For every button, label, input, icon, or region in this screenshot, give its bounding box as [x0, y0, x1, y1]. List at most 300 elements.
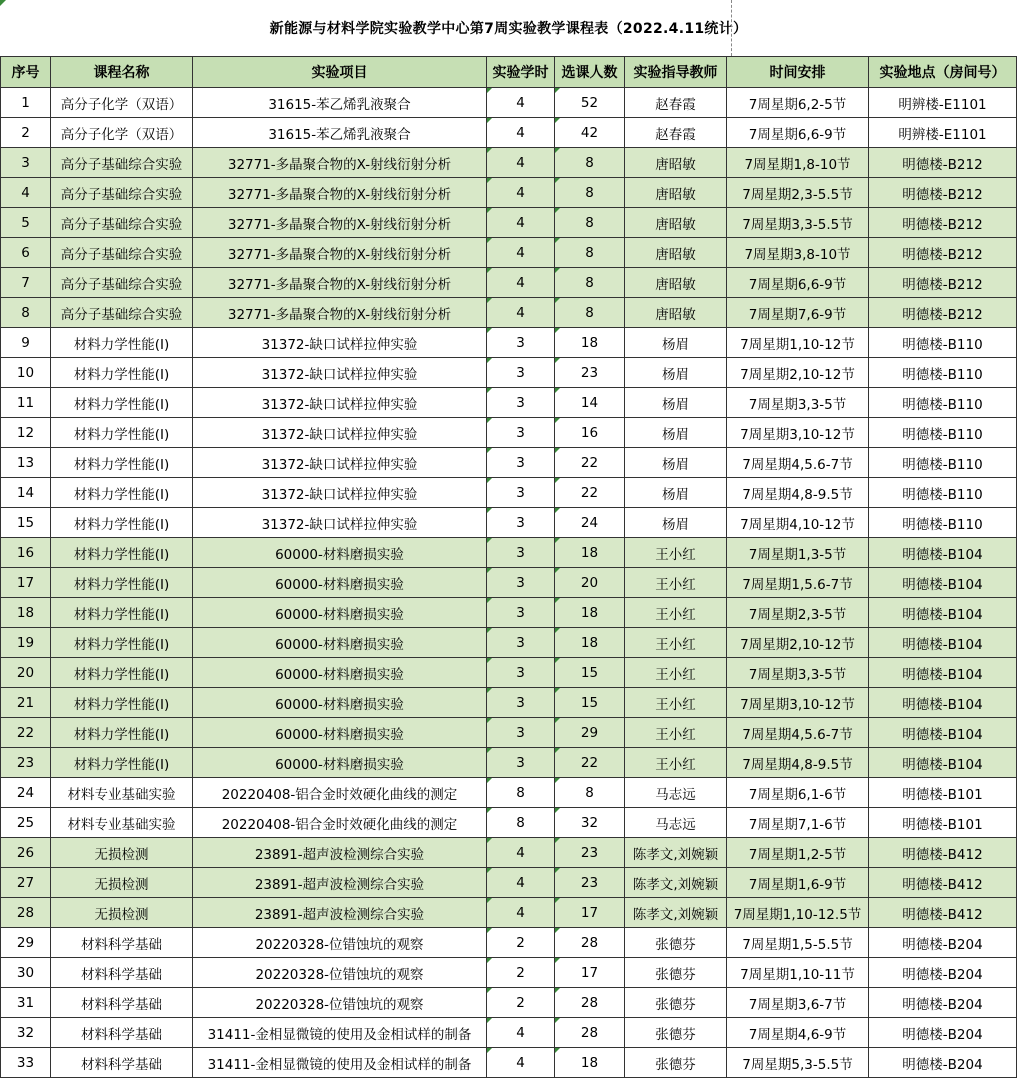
cell-teacher[interactable]: 王小红 — [625, 568, 727, 598]
cell-project[interactable]: 31372-缺口试样拉伸实验 — [193, 418, 487, 448]
cell-course[interactable]: 高分子基础综合实验 — [51, 208, 193, 238]
cell-hours[interactable]: 4 — [487, 868, 555, 898]
cell-no[interactable]: 14 — [1, 478, 51, 508]
cell-hours[interactable]: 3 — [487, 628, 555, 658]
cell-students[interactable]: 18 — [555, 598, 625, 628]
cell-course[interactable]: 高分子基础综合实验 — [51, 178, 193, 208]
cell-time[interactable]: 7周星期2,10-12节 — [727, 358, 869, 388]
cell-hours[interactable]: 3 — [487, 658, 555, 688]
header-row — [1, 57, 1017, 88]
cell-room[interactable]: 明德楼-B412 — [869, 868, 1017, 898]
cell-course[interactable]: 材料力学性能(Ⅰ) — [51, 718, 193, 748]
cell-teacher[interactable]: 杨眉 — [625, 388, 727, 418]
cell-hours[interactable]: 4 — [487, 178, 555, 208]
cell-project[interactable]: 23891-超声波检测综合实验 — [193, 838, 487, 868]
cell-hours[interactable]: 3 — [487, 718, 555, 748]
table-row — [1, 118, 1017, 148]
cell-teacher[interactable]: 张德芬 — [625, 1048, 727, 1078]
cell-students[interactable]: 32 — [555, 808, 625, 838]
cell-no[interactable]: 3 — [1, 148, 51, 178]
cell-time[interactable]: 7周星期4,8-9.5节 — [727, 478, 869, 508]
cell-course[interactable]: 高分子基础综合实验 — [51, 268, 193, 298]
cell-students[interactable]: 8 — [555, 148, 625, 178]
cell-teacher[interactable]: 杨眉 — [625, 418, 727, 448]
cell-room[interactable]: 明德楼-B204 — [869, 988, 1017, 1018]
cell-hours[interactable]: 8 — [487, 808, 555, 838]
cell-students[interactable]: 24 — [555, 508, 625, 538]
cell-time[interactable]: 7周星期6,6-9节 — [727, 268, 869, 298]
cell-room[interactable]: 明德楼-B212 — [869, 148, 1017, 178]
cell-students[interactable]: 18 — [555, 328, 625, 358]
cell-room[interactable]: 明德楼-B110 — [869, 478, 1017, 508]
schedule-table — [0, 56, 1017, 1078]
cell-course[interactable]: 材料科学基础 — [51, 988, 193, 1018]
cell-students[interactable]: 42 — [555, 118, 625, 148]
cell-time[interactable]: 7周星期3,10-12节 — [727, 688, 869, 718]
cell-time[interactable]: 7周星期1,8-10节 — [727, 148, 869, 178]
cell-teacher[interactable]: 陈孝文,刘婉颖 — [625, 868, 727, 898]
cell-project[interactable]: 31615-苯乙烯乳液聚合 — [193, 88, 487, 118]
cell-no[interactable]: 29 — [1, 928, 51, 958]
cell-no[interactable]: 23 — [1, 748, 51, 778]
cell-course[interactable]: 高分子化学（双语） — [51, 88, 193, 118]
cell-room[interactable]: 明德楼-B110 — [869, 448, 1017, 478]
cell-project[interactable]: 60000-材料磨损实验 — [193, 538, 487, 568]
cell-time[interactable]: 7周星期1,10-11节 — [727, 958, 869, 988]
cell-project[interactable]: 32771-多晶聚合物的X-射线衍射分析 — [193, 178, 487, 208]
cell-teacher[interactable]: 唐昭敏 — [625, 298, 727, 328]
table-row — [1, 628, 1017, 658]
page-break-line — [731, 0, 732, 56]
cell-students[interactable]: 8 — [555, 208, 625, 238]
cell-students[interactable]: 18 — [555, 628, 625, 658]
cell-hours[interactable]: 4 — [487, 208, 555, 238]
cell-teacher[interactable]: 唐昭敏 — [625, 238, 727, 268]
cell-hours[interactable]: 3 — [487, 418, 555, 448]
cell-course[interactable]: 高分子基础综合实验 — [51, 238, 193, 268]
cell-teacher[interactable]: 陈孝文,刘婉颖 — [625, 838, 727, 868]
cell-teacher[interactable]: 张德芬 — [625, 1018, 727, 1048]
header-cell-teacher[interactable]: 实验指导教师 — [625, 57, 727, 88]
cell-teacher[interactable]: 王小红 — [625, 538, 727, 568]
cell-course[interactable]: 材料力学性能(Ⅰ) — [51, 688, 193, 718]
cell-time[interactable]: 7周星期2,3-5节 — [727, 598, 869, 628]
cell-course[interactable]: 材料专业基础实验 — [51, 808, 193, 838]
cell-course[interactable]: 材料力学性能(Ⅰ) — [51, 508, 193, 538]
cell-students[interactable]: 28 — [555, 928, 625, 958]
cell-course[interactable]: 材料力学性能(Ⅰ) — [51, 328, 193, 358]
cell-course[interactable]: 材料力学性能(Ⅰ) — [51, 448, 193, 478]
table-row — [1, 718, 1017, 748]
cell-students[interactable]: 8 — [555, 268, 625, 298]
table-row — [1, 988, 1017, 1018]
table-row — [1, 1048, 1017, 1078]
cell-course[interactable]: 高分子基础综合实验 — [51, 298, 193, 328]
cell-project[interactable]: 31372-缺口试样拉伸实验 — [193, 328, 487, 358]
cell-students[interactable]: 29 — [555, 718, 625, 748]
cell-course[interactable]: 材料力学性能(Ⅰ) — [51, 628, 193, 658]
table-row — [1, 1018, 1017, 1048]
cell-time[interactable]: 7周星期1,5-5.5节 — [727, 928, 869, 958]
table-row — [1, 868, 1017, 898]
cell-time[interactable]: 7周星期3,8-10节 — [727, 238, 869, 268]
cell-no[interactable]: 33 — [1, 1048, 51, 1078]
cell-students[interactable]: 23 — [555, 358, 625, 388]
cell-room[interactable]: 明德楼-B212 — [869, 268, 1017, 298]
cell-project[interactable]: 32771-多晶聚合物的X-射线衍射分析 — [193, 208, 487, 238]
cell-hours[interactable]: 4 — [487, 898, 555, 928]
cell-students[interactable]: 18 — [555, 538, 625, 568]
table-row — [1, 688, 1017, 718]
cell-students[interactable]: 18 — [555, 1048, 625, 1078]
cell-room[interactable]: 明德楼-B412 — [869, 838, 1017, 868]
cell-course[interactable]: 材料专业基础实验 — [51, 778, 193, 808]
cell-course[interactable]: 无损检测 — [51, 868, 193, 898]
cell-room[interactable]: 明德楼-B204 — [869, 1048, 1017, 1078]
cell-course[interactable]: 高分子基础综合实验 — [51, 148, 193, 178]
cell-time[interactable]: 7周星期5,3-5.5节 — [727, 1048, 869, 1078]
cell-no[interactable]: 21 — [1, 688, 51, 718]
cell-hours[interactable]: 3 — [487, 328, 555, 358]
cell-no[interactable]: 1 — [1, 88, 51, 118]
cell-time[interactable]: 7周星期1,3-5节 — [727, 538, 869, 568]
cell-project[interactable]: 23891-超声波检测综合实验 — [193, 898, 487, 928]
cell-time[interactable]: 7周星期4,5.6-7节 — [727, 448, 869, 478]
cell-project[interactable]: 20220328-位错蚀坑的观察 — [193, 928, 487, 958]
cell-project[interactable]: 31411-金相显微镜的使用及金相试样的制备 — [193, 1018, 487, 1048]
cell-time[interactable]: 7周星期4,8-9.5节 — [727, 748, 869, 778]
cell-project[interactable]: 23891-超声波检测综合实验 — [193, 868, 487, 898]
cell-hours[interactable]: 3 — [487, 568, 555, 598]
cell-teacher[interactable]: 唐昭敏 — [625, 268, 727, 298]
cell-room[interactable]: 明德楼-B104 — [869, 688, 1017, 718]
cell-project[interactable]: 60000-材料磨损实验 — [193, 718, 487, 748]
cell-project[interactable]: 60000-材料磨损实验 — [193, 688, 487, 718]
cell-course[interactable]: 无损检测 — [51, 838, 193, 868]
cell-project[interactable]: 60000-材料磨损实验 — [193, 658, 487, 688]
cell-no[interactable]: 9 — [1, 328, 51, 358]
cell-hours[interactable]: 2 — [487, 928, 555, 958]
cell-room[interactable]: 明德楼-B204 — [869, 1018, 1017, 1048]
cell-room[interactable]: 明德楼-B110 — [869, 388, 1017, 418]
cell-time[interactable]: 7周星期4,5.6-7节 — [727, 718, 869, 748]
cell-students[interactable]: 17 — [555, 958, 625, 988]
cell-room[interactable]: 明德楼-B110 — [869, 418, 1017, 448]
cell-students[interactable]: 14 — [555, 388, 625, 418]
cell-room[interactable]: 明德楼-B104 — [869, 538, 1017, 568]
cell-room[interactable]: 明德楼-B104 — [869, 718, 1017, 748]
header-cell-hours[interactable]: 实验学时 — [487, 57, 555, 88]
cell-teacher[interactable]: 杨眉 — [625, 478, 727, 508]
cell-time[interactable]: 7周星期4,6-9节 — [727, 1018, 869, 1048]
cell-time[interactable]: 7周星期2,10-12节 — [727, 628, 869, 658]
cell-project[interactable]: 31372-缺口试样拉伸实验 — [193, 388, 487, 418]
cell-teacher[interactable]: 张德芬 — [625, 958, 727, 988]
cell-no[interactable]: 25 — [1, 808, 51, 838]
cell-project[interactable]: 32771-多晶聚合物的X-射线衍射分析 — [193, 148, 487, 178]
cell-course[interactable]: 材料力学性能(Ⅰ) — [51, 388, 193, 418]
cell-project[interactable]: 31372-缺口试样拉伸实验 — [193, 478, 487, 508]
cell-time[interactable]: 7周星期4,10-12节 — [727, 508, 869, 538]
cell-time[interactable]: 7周星期7,6-9节 — [727, 298, 869, 328]
cell-students[interactable]: 23 — [555, 868, 625, 898]
table-row — [1, 538, 1017, 568]
cell-students[interactable]: 8 — [555, 178, 625, 208]
header-cell-project[interactable]: 实验项目 — [193, 57, 487, 88]
cell-students[interactable]: 15 — [555, 658, 625, 688]
cell-no[interactable]: 17 — [1, 568, 51, 598]
cell-no[interactable]: 20 — [1, 658, 51, 688]
cell-hours[interactable]: 3 — [487, 598, 555, 628]
cell-hours[interactable]: 4 — [487, 298, 555, 328]
cell-hours[interactable]: 3 — [487, 688, 555, 718]
cell-course[interactable]: 材料科学基础 — [51, 958, 193, 988]
table-row — [1, 178, 1017, 208]
cell-room[interactable]: 明德楼-B110 — [869, 508, 1017, 538]
cell-time[interactable]: 7周星期1,10-12节 — [727, 328, 869, 358]
cell-course[interactable]: 材料力学性能(Ⅰ) — [51, 538, 193, 568]
cell-students[interactable]: 16 — [555, 418, 625, 448]
cell-course[interactable]: 材料力学性能(Ⅰ) — [51, 658, 193, 688]
cell-teacher[interactable]: 赵春霞 — [625, 88, 727, 118]
table-row — [1, 298, 1017, 328]
cell-project[interactable]: 32771-多晶聚合物的X-射线衍射分析 — [193, 268, 487, 298]
cell-hours[interactable]: 4 — [487, 88, 555, 118]
cell-room[interactable]: 明德楼-B110 — [869, 358, 1017, 388]
cell-room[interactable]: 明德楼-B104 — [869, 598, 1017, 628]
cell-room[interactable]: 明德楼-B101 — [869, 808, 1017, 838]
cell-time[interactable]: 7周星期1,10-12.5节 — [727, 898, 869, 928]
cell-room[interactable]: 明辨楼-E1101 — [869, 88, 1017, 118]
cell-course[interactable]: 材料科学基础 — [51, 928, 193, 958]
cell-room[interactable]: 明德楼-B212 — [869, 208, 1017, 238]
cell-students[interactable]: 52 — [555, 88, 625, 118]
cell-no[interactable]: 13 — [1, 448, 51, 478]
table-row — [1, 388, 1017, 418]
cell-project[interactable]: 60000-材料磨损实验 — [193, 598, 487, 628]
cell-teacher[interactable]: 王小红 — [625, 718, 727, 748]
cell-hours[interactable]: 4 — [487, 268, 555, 298]
cell-hours[interactable]: 2 — [487, 988, 555, 1018]
table-row — [1, 208, 1017, 238]
cell-students[interactable]: 22 — [555, 448, 625, 478]
cell-hours[interactable]: 4 — [487, 1048, 555, 1078]
cell-teacher[interactable]: 王小红 — [625, 748, 727, 778]
cell-time[interactable]: 7周星期6,6-9节 — [727, 118, 869, 148]
cell-course[interactable]: 材料力学性能(Ⅰ) — [51, 748, 193, 778]
cell-no[interactable]: 16 — [1, 538, 51, 568]
cell-hours[interactable]: 4 — [487, 838, 555, 868]
cell-students[interactable]: 28 — [555, 1018, 625, 1048]
table-row — [1, 778, 1017, 808]
cell-project[interactable]: 60000-材料磨损实验 — [193, 628, 487, 658]
cell-room[interactable]: 明德楼-B104 — [869, 568, 1017, 598]
cell-project[interactable]: 31372-缺口试样拉伸实验 — [193, 448, 487, 478]
cell-time[interactable]: 7周星期3,3-5节 — [727, 658, 869, 688]
cell-hours[interactable]: 8 — [487, 778, 555, 808]
cell-hours[interactable]: 3 — [487, 388, 555, 418]
cell-no[interactable]: 22 — [1, 718, 51, 748]
cell-students[interactable]: 22 — [555, 478, 625, 508]
cell-teacher[interactable]: 唐昭敏 — [625, 148, 727, 178]
cell-time[interactable]: 7周星期1,2-5节 — [727, 838, 869, 868]
cell-project[interactable]: 32771-多晶聚合物的X-射线衍射分析 — [193, 298, 487, 328]
cell-no[interactable]: 5 — [1, 208, 51, 238]
cell-time[interactable]: 7周星期3,3-5节 — [727, 388, 869, 418]
cell-hours[interactable]: 3 — [487, 478, 555, 508]
cell-hours[interactable]: 4 — [487, 118, 555, 148]
table-row — [1, 148, 1017, 178]
cell-no[interactable]: 19 — [1, 628, 51, 658]
cell-time[interactable]: 7周星期6,2-5节 — [727, 88, 869, 118]
cell-students[interactable]: 20 — [555, 568, 625, 598]
cell-project[interactable]: 31372-缺口试样拉伸实验 — [193, 358, 487, 388]
cell-project[interactable]: 31372-缺口试样拉伸实验 — [193, 508, 487, 538]
cell-room[interactable]: 明德楼-B204 — [869, 958, 1017, 988]
cell-teacher[interactable]: 陈孝文,刘婉颖 — [625, 898, 727, 928]
cell-no[interactable]: 2 — [1, 118, 51, 148]
cell-course[interactable]: 材料力学性能(Ⅰ) — [51, 478, 193, 508]
cell-no[interactable]: 6 — [1, 238, 51, 268]
cell-time[interactable]: 7周星期3,3-5.5节 — [727, 208, 869, 238]
cell-room[interactable]: 明德楼-B212 — [869, 298, 1017, 328]
cell-project[interactable]: 20220328-位错蚀坑的观察 — [193, 958, 487, 988]
cell-project[interactable]: 60000-材料磨损实验 — [193, 748, 487, 778]
cell-room[interactable]: 明德楼-B212 — [869, 178, 1017, 208]
table-row — [1, 418, 1017, 448]
table-row — [1, 268, 1017, 298]
cell-room[interactable]: 明德楼-B101 — [869, 778, 1017, 808]
header-cell-room[interactable]: 实验地点（房间号） — [869, 57, 1017, 88]
cell-room[interactable]: 明德楼-B212 — [869, 238, 1017, 268]
cell-course[interactable]: 材料科学基础 — [51, 1048, 193, 1078]
cell-course[interactable]: 材料力学性能(Ⅰ) — [51, 418, 193, 448]
cell-time[interactable]: 7周星期7,1-6节 — [727, 808, 869, 838]
cell-no[interactable]: 12 — [1, 418, 51, 448]
cell-no[interactable]: 15 — [1, 508, 51, 538]
cell-project[interactable]: 31615-苯乙烯乳液聚合 — [193, 118, 487, 148]
cell-teacher[interactable]: 杨眉 — [625, 508, 727, 538]
cell-room[interactable]: 明德楼-B104 — [869, 658, 1017, 688]
cell-no[interactable]: 27 — [1, 868, 51, 898]
header-cell-course[interactable]: 课程名称 — [51, 57, 193, 88]
cell-hours[interactable]: 3 — [487, 538, 555, 568]
cell-teacher[interactable]: 王小红 — [625, 658, 727, 688]
cell-teacher[interactable]: 张德芬 — [625, 988, 727, 1018]
cell-no[interactable]: 10 — [1, 358, 51, 388]
cell-no[interactable]: 18 — [1, 598, 51, 628]
cell-no[interactable]: 26 — [1, 838, 51, 868]
cell-no[interactable]: 4 — [1, 178, 51, 208]
cell-teacher[interactable]: 王小红 — [625, 628, 727, 658]
cell-time[interactable]: 7周星期1,6-9节 — [727, 868, 869, 898]
cell-room[interactable]: 明辨楼-E1101 — [869, 118, 1017, 148]
cell-students[interactable]: 8 — [555, 238, 625, 268]
cell-students[interactable]: 17 — [555, 898, 625, 928]
cell-teacher[interactable]: 马志远 — [625, 778, 727, 808]
cell-hours[interactable]: 3 — [487, 448, 555, 478]
table-row — [1, 508, 1017, 538]
cell-project[interactable]: 20220328-位错蚀坑的观察 — [193, 988, 487, 1018]
cell-course[interactable]: 无损检测 — [51, 898, 193, 928]
cell-teacher[interactable]: 唐昭敏 — [625, 178, 727, 208]
cell-project[interactable]: 20220408-铝合金时效硬化曲线的测定 — [193, 778, 487, 808]
cell-hours[interactable]: 4 — [487, 1018, 555, 1048]
cell-course[interactable]: 材料力学性能(Ⅰ) — [51, 358, 193, 388]
header-cell-time[interactable]: 时间安排 — [727, 57, 869, 88]
cell-room[interactable]: 明德楼-B104 — [869, 628, 1017, 658]
cell-room[interactable]: 明德楼-B104 — [869, 748, 1017, 778]
table-row — [1, 808, 1017, 838]
cell-no[interactable]: 7 — [1, 268, 51, 298]
header-cell-no[interactable]: 序号 — [1, 57, 51, 88]
cell-students[interactable]: 8 — [555, 298, 625, 328]
cell-project[interactable]: 32771-多晶聚合物的X-射线衍射分析 — [193, 238, 487, 268]
cell-time[interactable]: 7周星期6,1-6节 — [727, 778, 869, 808]
cell-course[interactable]: 高分子化学（双语） — [51, 118, 193, 148]
table-row — [1, 88, 1017, 118]
cell-teacher[interactable]: 杨眉 — [625, 328, 727, 358]
cell-hours[interactable]: 2 — [487, 958, 555, 988]
cell-students[interactable]: 28 — [555, 988, 625, 1018]
cell-students[interactable]: 22 — [555, 748, 625, 778]
cell-hours[interactable]: 4 — [487, 238, 555, 268]
cell-teacher[interactable]: 王小红 — [625, 598, 727, 628]
cell-hours[interactable]: 3 — [487, 508, 555, 538]
header-cell-students[interactable]: 选课人数 — [555, 57, 625, 88]
cell-no[interactable]: 28 — [1, 898, 51, 928]
cell-no[interactable]: 31 — [1, 988, 51, 1018]
table-row — [1, 658, 1017, 688]
table-row — [1, 568, 1017, 598]
cell-hours[interactable]: 3 — [487, 748, 555, 778]
cell-no[interactable]: 30 — [1, 958, 51, 988]
cell-course[interactable]: 材料力学性能(Ⅰ) — [51, 598, 193, 628]
cell-project[interactable]: 20220408-铝合金时效硬化曲线的测定 — [193, 808, 487, 838]
cell-students[interactable]: 23 — [555, 838, 625, 868]
cell-students[interactable]: 15 — [555, 688, 625, 718]
cell-time[interactable]: 7周星期3,10-12节 — [727, 418, 869, 448]
cell-no[interactable]: 8 — [1, 298, 51, 328]
cell-time[interactable]: 7周星期3,6-7节 — [727, 988, 869, 1018]
cell-teacher[interactable]: 王小红 — [625, 688, 727, 718]
cell-no[interactable]: 11 — [1, 388, 51, 418]
cell-hours[interactable]: 3 — [487, 358, 555, 388]
cell-course[interactable]: 材料力学性能(Ⅰ) — [51, 568, 193, 598]
cell-students[interactable]: 8 — [555, 778, 625, 808]
cell-teacher[interactable]: 杨眉 — [625, 448, 727, 478]
cell-teacher[interactable]: 张德芬 — [625, 928, 727, 958]
cell-project[interactable]: 60000-材料磨损实验 — [193, 568, 487, 598]
table-row — [1, 928, 1017, 958]
cell-room[interactable]: 明德楼-B412 — [869, 898, 1017, 928]
cell-room[interactable]: 明德楼-B110 — [869, 328, 1017, 358]
cell-room[interactable]: 明德楼-B204 — [869, 928, 1017, 958]
cell-no[interactable]: 32 — [1, 1018, 51, 1048]
cell-course[interactable]: 材料科学基础 — [51, 1018, 193, 1048]
cell-hours[interactable]: 4 — [487, 148, 555, 178]
cell-teacher[interactable]: 赵春霞 — [625, 118, 727, 148]
cell-project[interactable]: 31411-金相显微镜的使用及金相试样的制备 — [193, 1048, 487, 1078]
cell-teacher[interactable]: 杨眉 — [625, 358, 727, 388]
cell-teacher[interactable]: 马志远 — [625, 808, 727, 838]
cell-time[interactable]: 7周星期2,3-5.5节 — [727, 178, 869, 208]
cell-no[interactable]: 24 — [1, 778, 51, 808]
cell-teacher[interactable]: 唐昭敏 — [625, 208, 727, 238]
table-row — [1, 448, 1017, 478]
sheet-title: 新能源与材料学院实验教学中心第7周实验教学课程表（2022.4.11统计） — [0, 0, 1017, 56]
cell-time[interactable]: 7周星期1,5.6-7节 — [727, 568, 869, 598]
